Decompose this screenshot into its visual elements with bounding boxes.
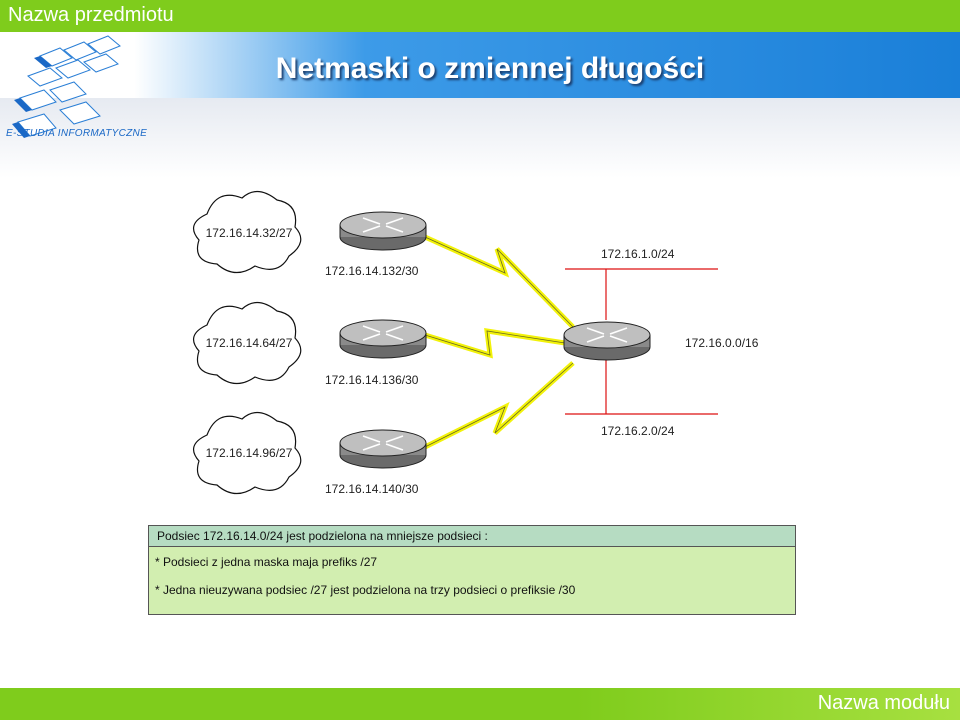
router-central bbox=[564, 322, 650, 360]
router-3 bbox=[340, 430, 426, 468]
module-name: Nazwa modułu bbox=[817, 692, 950, 714]
course-name: Nazwa przedmiotu bbox=[8, 4, 174, 26]
cloud-label-1: 172.16.14.32/27 bbox=[205, 226, 293, 240]
serial-link-3 bbox=[425, 363, 573, 447]
router-2 bbox=[340, 320, 426, 358]
logo-text: E-STUDIA INFORMATYCZNE bbox=[6, 128, 148, 139]
router-label-2: 172.16.14.136/30 bbox=[325, 373, 419, 387]
serial-link-2 bbox=[425, 331, 565, 355]
cloud-label-3: 172.16.14.96/27 bbox=[205, 446, 293, 460]
router-1 bbox=[340, 212, 426, 250]
router-label-1: 172.16.14.132/30 bbox=[325, 264, 419, 278]
lan-top-label: 172.16.1.0/24 bbox=[601, 247, 675, 261]
serial-link-1-outline bbox=[425, 237, 573, 327]
router-label-3: 172.16.14.140/30 bbox=[325, 482, 419, 496]
cloud-label-2: 172.16.14.64/27 bbox=[205, 336, 293, 350]
page-title: Netmaski o zmiennej długości bbox=[275, 52, 705, 85]
network-diagram bbox=[145, 185, 805, 515]
lan-bottom-label: 172.16.2.0/24 bbox=[601, 424, 675, 438]
top-bar bbox=[0, 0, 960, 32]
info-box bbox=[148, 525, 796, 615]
info-heading: Podsiec 172.16.14.0/24 jest podzielona na mniejsze podsieci : bbox=[149, 526, 795, 547]
info-line-2: * Jedna nieuzywana podsiec /27 jest podzielona na trzy podsieci o prefiksie /30 bbox=[155, 583, 576, 597]
central-network-label: 172.16.0.0/16 bbox=[685, 336, 759, 350]
bottom-bar bbox=[0, 688, 960, 720]
info-line-1: * Podsieci z jedna maska maja prefiks /27 bbox=[155, 555, 378, 569]
